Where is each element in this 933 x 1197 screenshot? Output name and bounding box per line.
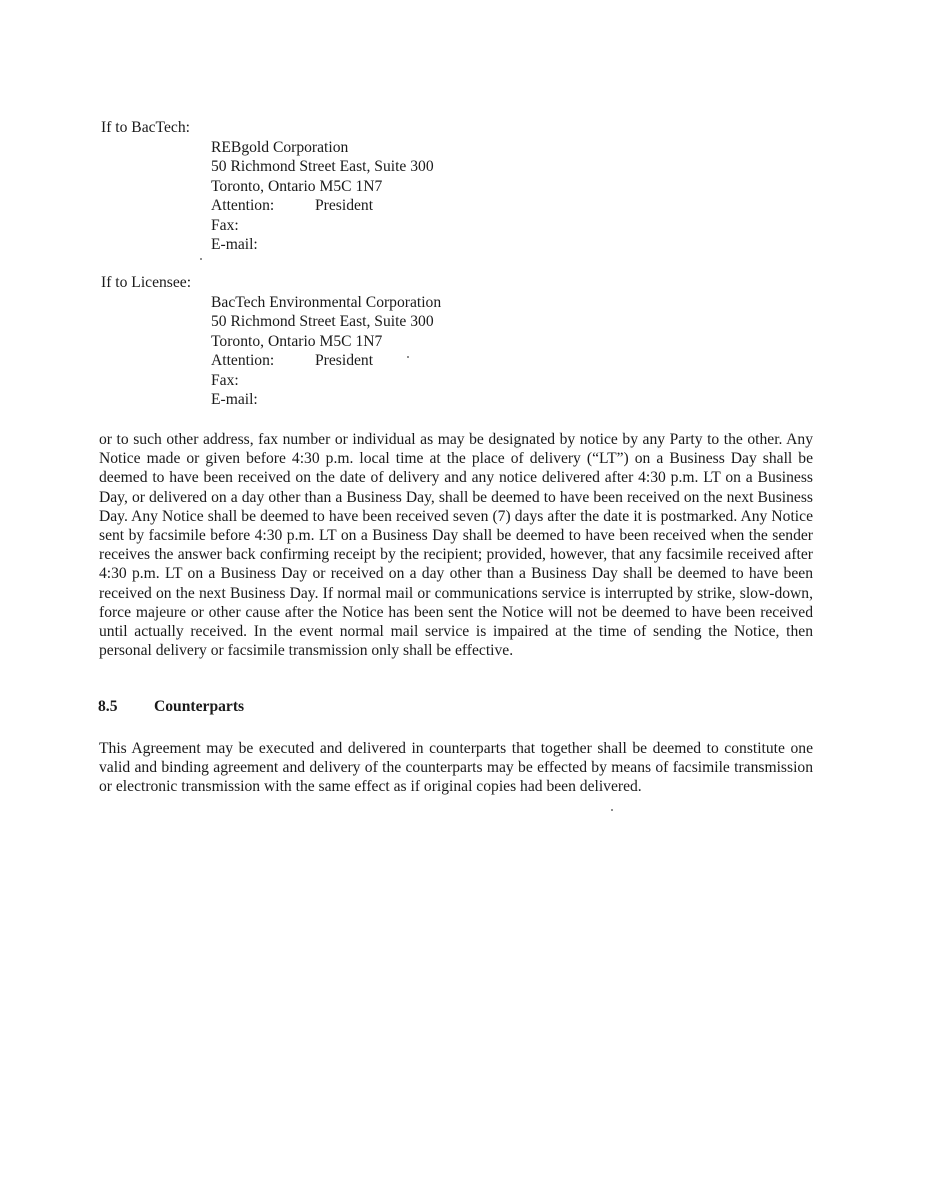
address-email: E-mail:	[211, 236, 258, 254]
counterparts-paragraph: This Agreement may be executed and delivered in counterparts that together shall be deemed to constitute one valid and binding agreement and delivery of the counterparts may be effected by means of facsimile transmission or electronic transmission with the same effect as if original copies had been delivered.	[99, 740, 813, 796]
address-attention	[211, 351, 441, 370]
address-city: Toronto, Ontario M5C 1N7	[211, 332, 383, 350]
notice-label-bactech: If to BacTech:	[101, 119, 190, 136]
attention-label: Attention:	[211, 352, 275, 370]
attention-value: President	[315, 352, 374, 370]
scan-speck	[611, 809, 613, 811]
scan-speck	[407, 356, 409, 358]
scan-speck	[200, 258, 202, 260]
section-title: Counterparts	[154, 698, 245, 715]
address-company: REBgold Corporation	[211, 139, 349, 156]
section-heading	[98, 697, 244, 716]
notice-label-licensee: If to Licensee:	[101, 274, 192, 291]
address-email: E-mail:	[211, 391, 258, 409]
address-city: Toronto, Ontario M5C 1N7	[211, 177, 383, 195]
address-company: BacTech Environmental Corporation	[211, 294, 442, 311]
address-street: 50 Richmond Street East, Suite 300	[211, 313, 434, 331]
attention-value: President	[315, 197, 374, 215]
address-street: 50 Richmond Street East, Suite 300	[211, 158, 434, 176]
address-fax: Fax:	[211, 371, 239, 389]
attention-label: Attention:	[211, 197, 275, 215]
address-block-bactech	[211, 138, 434, 254]
address-attention	[211, 196, 434, 215]
address-fax: Fax:	[211, 216, 239, 234]
notice-paragraph: or to such other address, fax number or individual as may be designated by notice by any Party to the other. Any Notice made or given before 4:30 p.m. local time at the place of delivery (“LT”) on a Business Day shall be deemed to have been received on the date of delivery and any notice delivered after 4:30 p.m. LT on a Business Day, or delivered on a day other than a Business Day, shall be deemed to have been received on the next Business Day. Any Notice shall be deemed to have been received seven (7) days after the date it is postmarked. Any Notice sent by facsimile before 4:30 p.m. LT on a Business Day shall be deemed to have been received when the sender receives the answer back confirming receipt by the recipient; provided, however, that any facsimile received after 4:30 p.m. LT on a Business Day or received on a day other than a Business Day shall be deemed to have been received on the next Business Day. If normal mail or communications service is interrupted by strike, slow-down, force majeure or other cause after the Notice has been sent the Notice will not be deemed to have been received until actually received. In the event normal mail service is impaired at the time of sending the Notice, then personal delivery or facsimile transmission only shall be effective.	[99, 431, 813, 660]
section-number: 8.5	[98, 698, 118, 715]
address-block-licensee	[211, 293, 441, 409]
